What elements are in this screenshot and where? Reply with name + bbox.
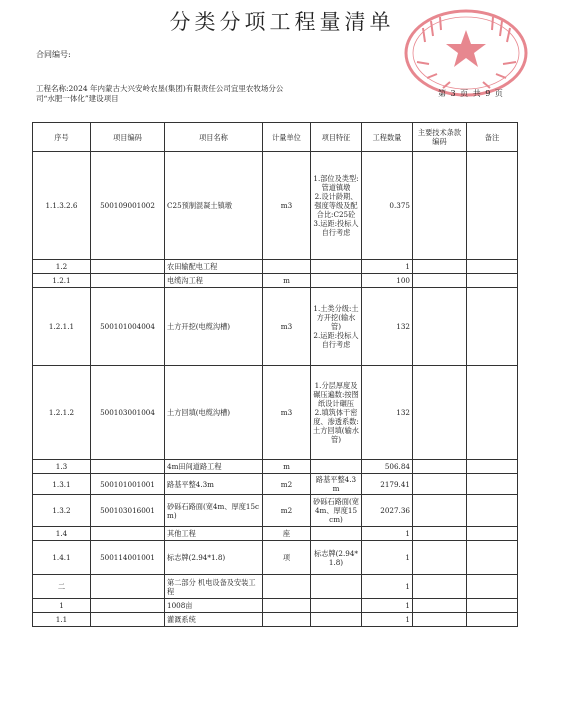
- header-tech-clause-code: 主要技术条款编码: [413, 123, 467, 152]
- cell-quantity: 100: [362, 274, 413, 288]
- cell-serial: 1.3.1: [33, 474, 91, 495]
- cell-item-name: 1008亩: [165, 599, 263, 613]
- cell-remarks: [467, 460, 518, 474]
- cell-quantity: 1: [362, 541, 413, 575]
- cell-remarks: [467, 274, 518, 288]
- feature-line: 标志牌(2.94*1.8): [314, 548, 358, 567]
- cell-quantity: 1: [362, 599, 413, 613]
- cell-unit: m: [263, 274, 311, 288]
- cell-quantity: 1: [362, 527, 413, 541]
- cell-item-features: [311, 260, 362, 274]
- page-title: 分类分项工程量清单: [169, 10, 395, 34]
- cell-item-features: [311, 152, 362, 260]
- cell-item-code: 500101001001: [91, 474, 165, 495]
- cell-item-features: [311, 541, 362, 575]
- cell-remarks: [467, 495, 518, 527]
- header-quantity: 工程数量: [362, 123, 413, 152]
- cell-remarks: [467, 527, 518, 541]
- cell-item-name: 电缆沟工程: [165, 274, 263, 288]
- table-row: [33, 599, 518, 613]
- project-name: 工程名称:2024 年内蒙古大兴安岭农垦(集团)有限责任公司宜里农牧场分公司“水肥一体化”建设项目: [36, 84, 284, 103]
- cell-tech-clause-code: [413, 152, 467, 260]
- table-row: [33, 288, 518, 366]
- cell-serial: 1.4: [33, 527, 91, 541]
- cell-quantity: 506.84: [362, 460, 413, 474]
- table-row: [33, 527, 518, 541]
- cell-item-code: [91, 575, 165, 599]
- table-row: [33, 541, 518, 575]
- header-unit: 计量单位: [263, 123, 311, 152]
- cell-item-features: [311, 527, 362, 541]
- cell-item-features: [311, 274, 362, 288]
- header-item-name: 项目名称: [165, 123, 263, 152]
- cell-tech-clause-code: [413, 527, 467, 541]
- cell-item-code: [91, 260, 165, 274]
- cell-item-features: [311, 495, 362, 527]
- cell-tech-clause-code: [413, 288, 467, 366]
- cell-remarks: [467, 288, 518, 366]
- cell-tech-clause-code: [413, 260, 467, 274]
- table-row: [33, 152, 518, 260]
- cell-item-code: [91, 599, 165, 613]
- header-remarks: 备注: [467, 123, 518, 152]
- cell-tech-clause-code: [413, 599, 467, 613]
- cell-remarks: [467, 575, 518, 599]
- cell-remarks: [467, 474, 518, 495]
- cell-item-code: 500114001001: [91, 541, 165, 575]
- cell-item-features: [311, 366, 362, 460]
- page-number: 第 3 页 共 9 页: [438, 89, 504, 98]
- cell-unit: 项: [263, 541, 311, 575]
- contract-number-label: 合同编号:: [36, 50, 71, 59]
- cell-serial: 1.2.1.1: [33, 288, 91, 366]
- cell-tech-clause-code: [413, 575, 467, 599]
- table-row: [33, 274, 518, 288]
- cell-unit: m2: [263, 474, 311, 495]
- header-item-features: 项目特征: [311, 123, 362, 152]
- cell-serial: 1.3: [33, 460, 91, 474]
- table-row: [33, 613, 518, 627]
- cell-tech-clause-code: [413, 366, 467, 460]
- cell-serial: 1.4.1: [33, 541, 91, 575]
- header-item-code: 项目编码: [91, 123, 165, 152]
- table-row: [33, 260, 518, 274]
- header-serial: 序号: [33, 123, 91, 152]
- cell-unit: m3: [263, 366, 311, 460]
- table-header-row: [33, 123, 518, 152]
- cell-quantity: 132: [362, 288, 413, 366]
- cell-item-features: [311, 599, 362, 613]
- cell-item-code: 500101004004: [91, 288, 165, 366]
- table-row: [33, 575, 518, 599]
- cell-item-features: [311, 460, 362, 474]
- feature-line: 砂砾石路面(宽4m、厚度15cm): [313, 497, 359, 524]
- cell-serial: 1.3.2: [33, 495, 91, 527]
- cell-tech-clause-code: [413, 460, 467, 474]
- cell-tech-clause-code: [413, 274, 467, 288]
- feature-line: 3.运距:投标人自行考虑: [313, 219, 359, 237]
- cell-unit: [263, 260, 311, 274]
- cell-serial: 1.1: [33, 613, 91, 627]
- cell-item-code: 500103001004: [91, 366, 165, 460]
- cell-item-name: C25预制混凝土镇墩: [165, 152, 263, 260]
- cell-item-features: [311, 575, 362, 599]
- cell-item-name: 砂砾石路面(宽4m、厚度15cm): [165, 495, 263, 527]
- cell-unit: m3: [263, 152, 311, 260]
- cell-unit: [263, 599, 311, 613]
- cell-unit: m3: [263, 288, 311, 366]
- cell-remarks: [467, 541, 518, 575]
- cell-unit: [263, 575, 311, 599]
- cell-item-name: 标志牌(2.94*1.8): [165, 541, 263, 575]
- feature-line: 2.运距:投标人自行考虑: [313, 331, 359, 349]
- cell-quantity: 0.375: [362, 152, 413, 260]
- cell-quantity: 2179.41: [362, 474, 413, 495]
- cell-quantity: 1: [362, 613, 413, 627]
- feature-line: 1.土类分级:土方开挖(输水管): [313, 304, 359, 331]
- feature-line: 1.部位及类型:管道镇墩: [313, 174, 359, 192]
- cell-quantity: 1: [362, 575, 413, 599]
- cell-item-code: 500103016001: [91, 495, 165, 527]
- cell-item-features: [311, 288, 362, 366]
- cell-serial: 1.2.1.2: [33, 366, 91, 460]
- cell-remarks: [467, 613, 518, 627]
- cell-item-name: 土方开挖(电缆沟槽): [165, 288, 263, 366]
- cell-item-code: 500109001002: [91, 152, 165, 260]
- cell-item-name: 农田输配电工程: [165, 260, 263, 274]
- cell-tech-clause-code: [413, 613, 467, 627]
- cell-unit: [263, 613, 311, 627]
- cell-item-code: [91, 613, 165, 627]
- cell-item-name: 土方回填(电缆沟槽): [165, 366, 263, 460]
- cell-serial: 1.1.3.2.6: [33, 152, 91, 260]
- cell-quantity: 2027.36: [362, 495, 413, 527]
- table-row: [33, 366, 518, 460]
- cell-serial: 1.2: [33, 260, 91, 274]
- cell-item-code: [91, 460, 165, 474]
- cell-item-code: [91, 274, 165, 288]
- bill-of-quantities-table: [32, 122, 518, 627]
- table-row: [33, 460, 518, 474]
- cell-quantity: 132: [362, 366, 413, 460]
- feature-line: 2.设计龄期、强度等级及配合比:C25砼: [314, 192, 358, 219]
- feature-line: 2.填筑体干密度、渗透系数:土方回填(输水管): [313, 408, 359, 444]
- cell-remarks: [467, 152, 518, 260]
- cell-unit: m2: [263, 495, 311, 527]
- cell-item-name: 路基平整4.3m: [165, 474, 263, 495]
- cell-serial: 二: [33, 575, 91, 599]
- cell-item-features: [311, 474, 362, 495]
- cell-unit: 座: [263, 527, 311, 541]
- cell-remarks: [467, 366, 518, 460]
- official-seal-stamp: [403, 8, 529, 98]
- cell-item-name: 其他工程: [165, 527, 263, 541]
- feature-line: 1.分层厚度及碾压遍数:按图纸设计碾压: [313, 381, 359, 408]
- table-row: [33, 474, 518, 495]
- cell-tech-clause-code: [413, 495, 467, 527]
- table-body: [33, 152, 518, 627]
- cell-item-name: 第二部分 机电设备及安装工程: [165, 575, 263, 599]
- cell-item-features: [311, 613, 362, 627]
- cell-tech-clause-code: [413, 541, 467, 575]
- cell-item-name: 4m田间道路工程: [165, 460, 263, 474]
- table-row: [33, 495, 518, 527]
- cell-serial: 1.2.1: [33, 274, 91, 288]
- feature-line: 路基平整4.3m: [315, 475, 357, 493]
- cell-item-name: 灌溉系统: [165, 613, 263, 627]
- cell-remarks: [467, 260, 518, 274]
- cell-quantity: 1: [362, 260, 413, 274]
- cell-serial: 1: [33, 599, 91, 613]
- cell-tech-clause-code: [413, 474, 467, 495]
- cell-remarks: [467, 599, 518, 613]
- cell-item-code: [91, 527, 165, 541]
- cell-unit: m: [263, 460, 311, 474]
